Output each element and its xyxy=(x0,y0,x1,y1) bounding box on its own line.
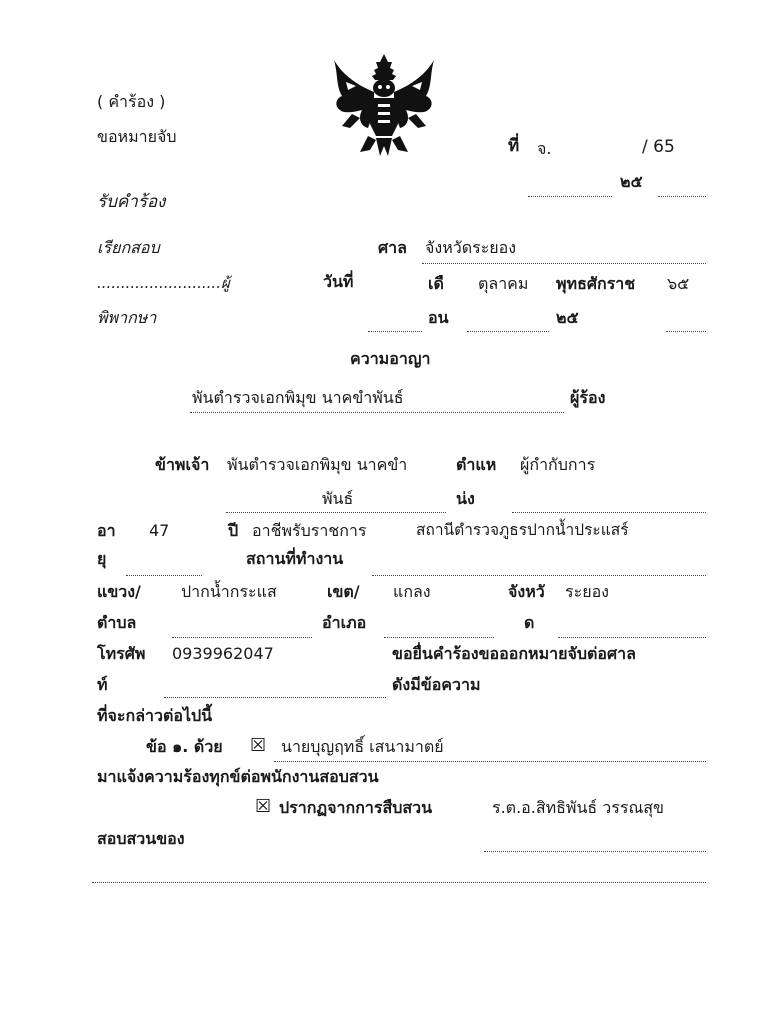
district-value: แกลง xyxy=(393,582,431,601)
district-line xyxy=(384,637,494,638)
number-suffix: / 65 xyxy=(642,137,675,157)
workplace-label: สถานที่ทำงาน xyxy=(246,549,344,568)
checkbox-investigation[interactable]: ☒ xyxy=(255,796,272,817)
year-value-1: ๖๕ xyxy=(667,274,690,293)
age-line xyxy=(126,575,202,576)
position-line xyxy=(512,512,706,513)
subdistrict-label-1: แขวง/ xyxy=(97,582,141,601)
clause-line-4: สอบสวนของ xyxy=(97,829,185,848)
day-line xyxy=(368,331,422,332)
year-value-2: ๒๕ xyxy=(556,308,579,327)
district-label-1: เขต/ xyxy=(327,582,360,601)
occupation: อาชีพรับราชการ xyxy=(252,521,367,540)
year-unit: ปี xyxy=(228,521,239,540)
garuda-emblem-icon xyxy=(330,52,438,158)
position-value: ผู้กำกับการ xyxy=(520,455,596,474)
number-label: ที่ xyxy=(508,136,520,156)
workplace-line xyxy=(372,575,706,576)
court-label: ศาล xyxy=(378,238,407,257)
form-type: ( คำร้อง ) xyxy=(97,92,166,111)
request-line-1: ขอยื่นคำร้องขอออกหมายจับต่อศาล xyxy=(392,644,636,663)
case-type: ความอาญา xyxy=(350,349,431,368)
request-line-3: ที่จะกล่าวต่อไปนี้ xyxy=(97,706,213,725)
month-label-2: อน xyxy=(428,308,449,327)
investigation-label: ปรากฏจากการสืบสวน xyxy=(279,798,433,817)
summon-note: เรียกสอบ xyxy=(97,238,160,257)
judge-word: พิพากษา xyxy=(97,308,157,327)
year-line xyxy=(666,331,706,332)
investigator-line xyxy=(484,851,706,852)
phone-label-2: ท์ xyxy=(97,675,108,694)
month-value: ตุลาคม xyxy=(478,274,529,293)
checkbox-reporter[interactable]: ☒ xyxy=(250,735,267,756)
district-label-2: อำเภอ xyxy=(322,613,367,632)
age-label-1: อา xyxy=(97,521,116,540)
clause-line-2: มาแจ้งความร้องทุกข์ต่อพนักงานสอบสวน xyxy=(97,767,379,786)
judge-dots: ..........................ผู้ xyxy=(97,274,230,292)
clause-heading: ข้อ ๑. ด้วย xyxy=(146,737,223,756)
province-label-1: จังหวั xyxy=(508,582,545,601)
petitioner-name: พันตำรวจเอกพิมุข นาคขำพันธ์ xyxy=(192,388,404,407)
subdistrict-value: ปากน้ำกระแส xyxy=(181,582,277,601)
form-title: ขอหมายจับ xyxy=(97,127,177,146)
petitioner-line xyxy=(190,412,564,413)
day-label: วันที่ xyxy=(323,272,354,291)
year-top: ๒๕ xyxy=(620,172,643,191)
continuation-line xyxy=(92,882,706,883)
month-line xyxy=(467,331,549,332)
number-date-line xyxy=(528,196,612,197)
statement-name-line xyxy=(226,512,446,513)
subdistrict-label-2: ตำบล xyxy=(97,613,137,632)
province-label-2: ด xyxy=(524,613,535,632)
phone-value: 0939962047 xyxy=(172,644,274,663)
receive-note: รับคำร้อง xyxy=(97,192,166,212)
number-prefix: จ. xyxy=(537,139,552,158)
name-part1: พันตำรวจเอกพิมุข นาคขำ xyxy=(227,455,408,474)
phone-line xyxy=(164,697,386,698)
age-label-2: ยุ xyxy=(97,549,107,568)
position-label-1: ตำแห xyxy=(456,455,497,474)
investigator-name: ร.ต.อ.สิทธิพันธ์ วรรณสุข xyxy=(492,798,664,817)
subdistrict-line xyxy=(172,637,312,638)
province-line xyxy=(558,637,706,638)
position-label-2: น่ง xyxy=(456,489,475,508)
number-year-line xyxy=(658,196,706,197)
reporter-name: นายบุญฤทธิ์ เสนามาตย์ xyxy=(281,737,444,756)
petitioner-role: ผู้ร้อง xyxy=(570,388,606,407)
phone-label-1: โทรศัพ xyxy=(97,644,146,663)
i-label: ข้าพเจ้า xyxy=(155,455,210,474)
year-label: พุทธศักราช xyxy=(556,274,636,293)
month-label-1: เดื xyxy=(428,274,444,293)
reporter-line xyxy=(274,761,706,762)
court-line xyxy=(422,263,706,264)
age-value: 47 xyxy=(149,521,170,540)
request-line-2: ดังมีข้อความ xyxy=(392,675,481,694)
name-part2: พันธ์ xyxy=(322,489,354,508)
court-name: จังหวัดระยอง xyxy=(425,238,517,257)
workplace-value: สถานีตำรวจภูธรปากน้ำประแสร์ xyxy=(416,521,629,539)
province-value: ระยอง xyxy=(565,582,609,601)
